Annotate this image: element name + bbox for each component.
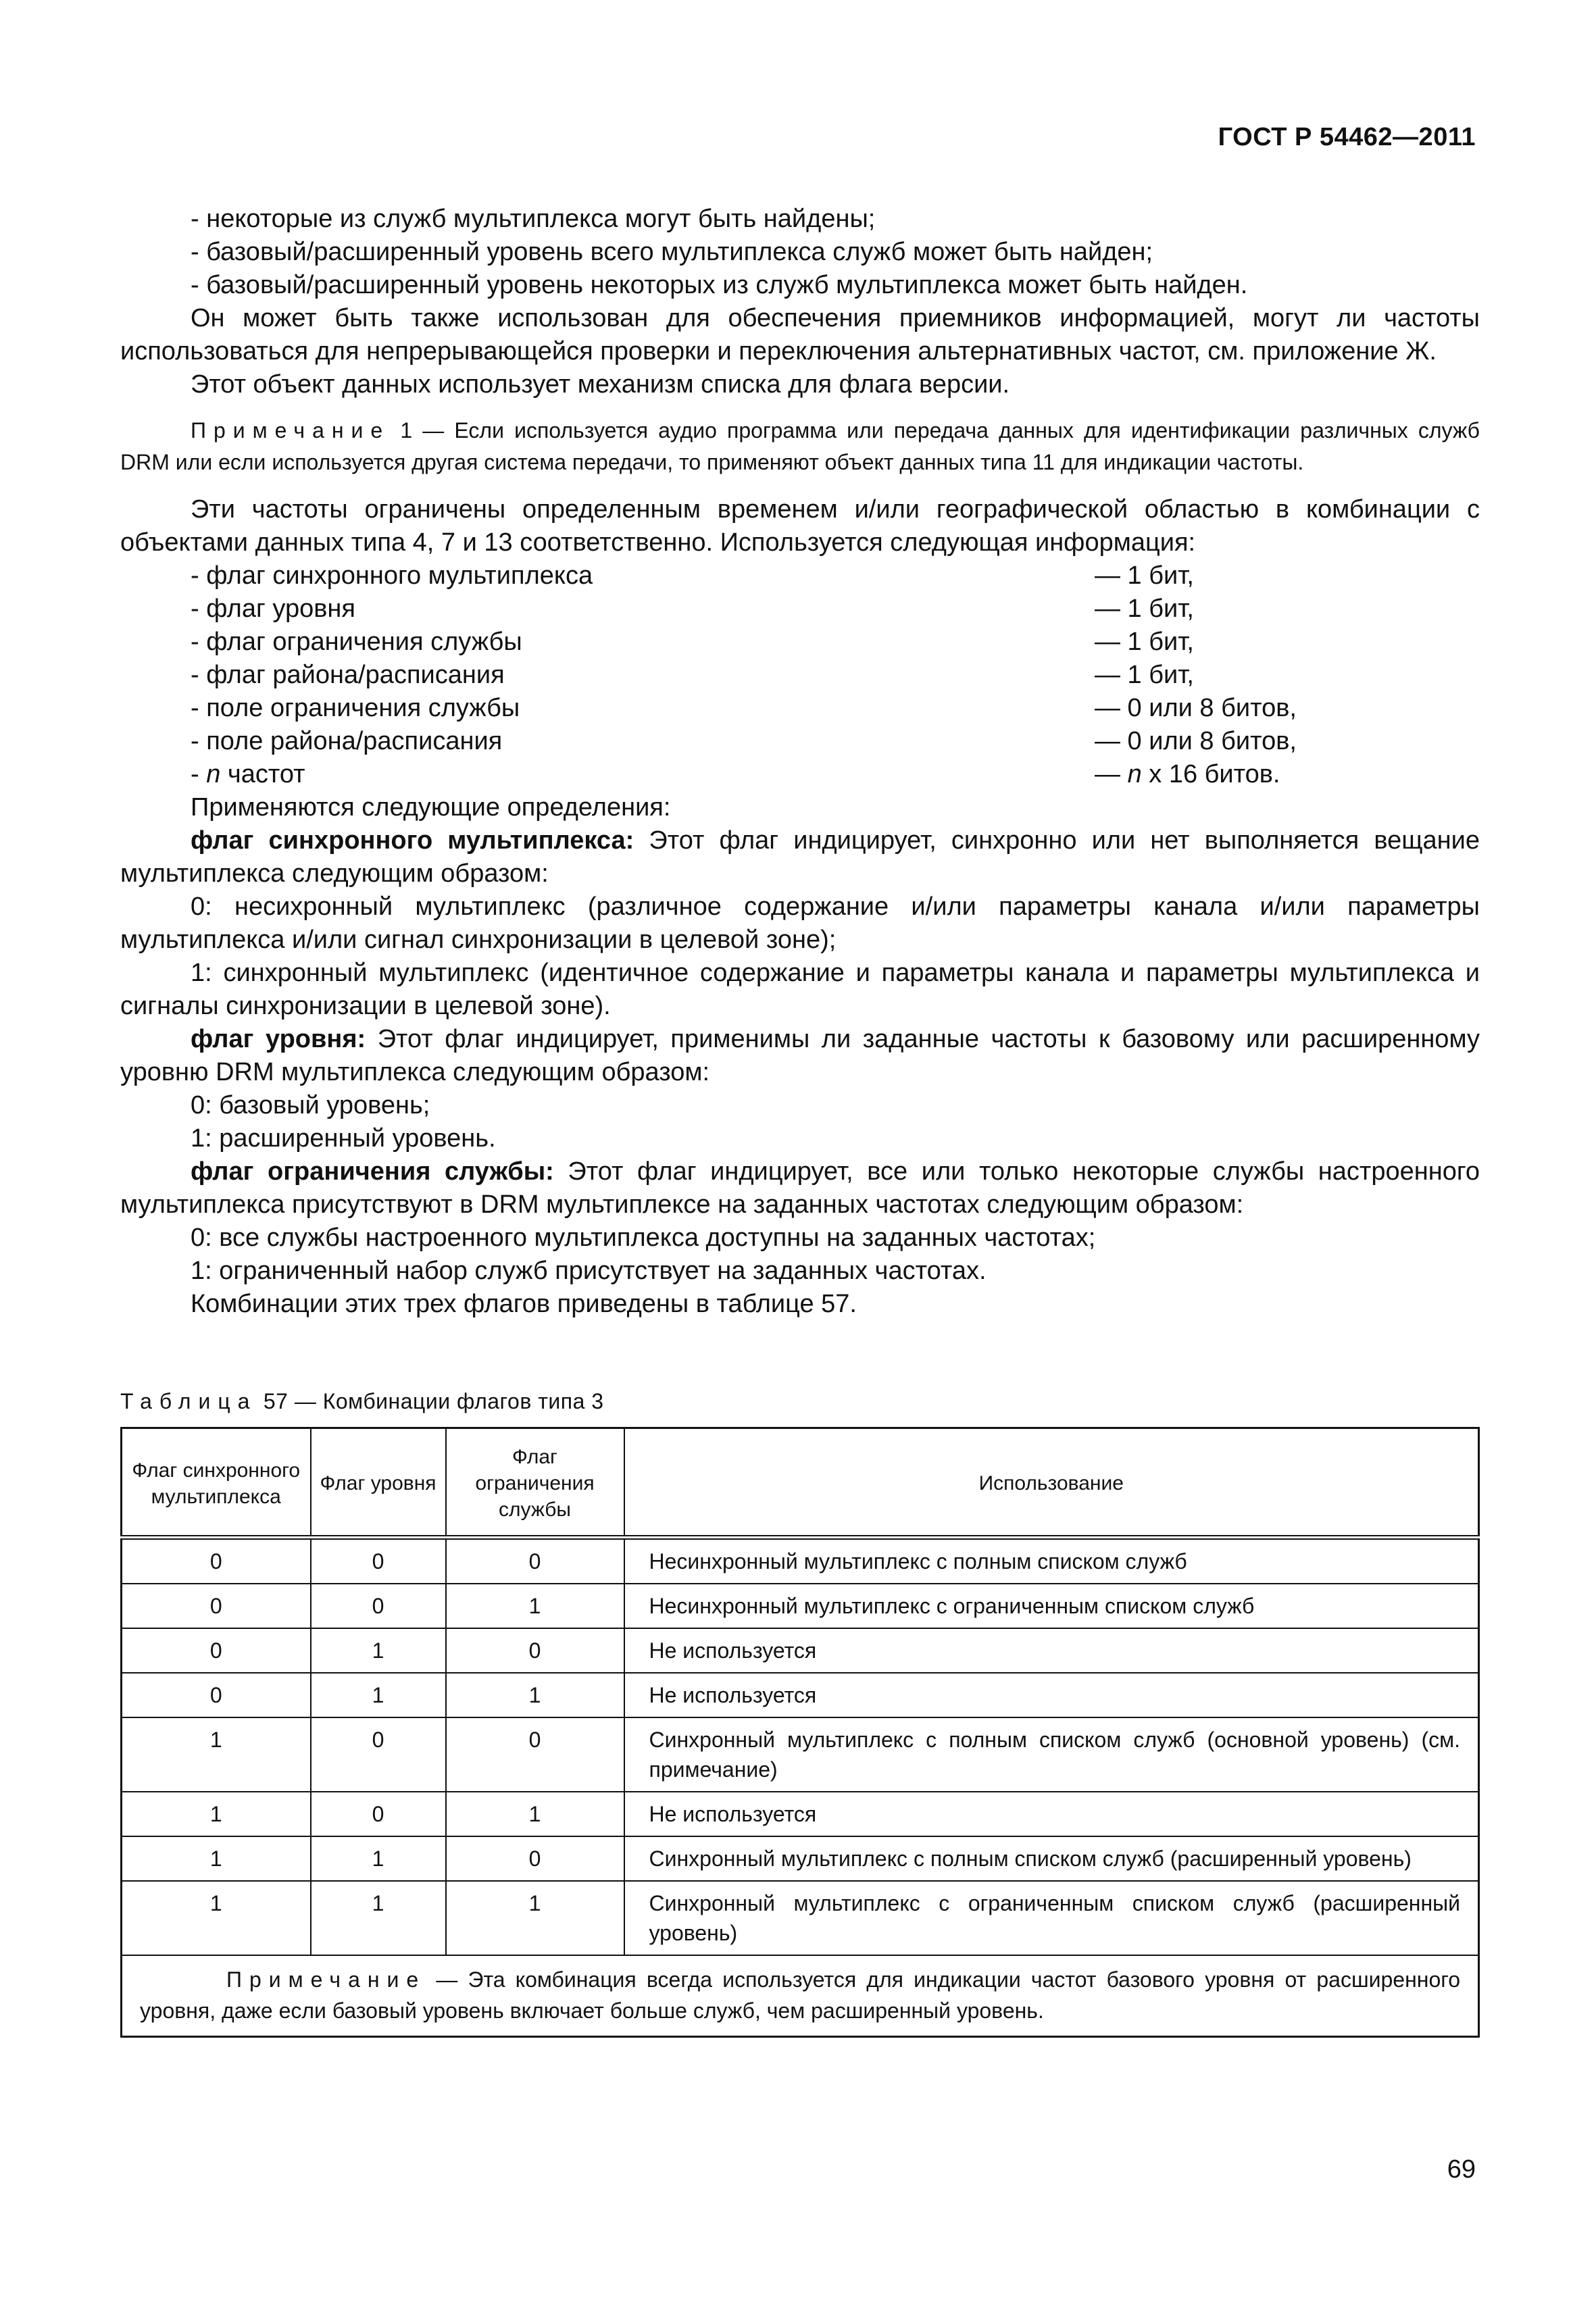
table-cell: 0 (446, 1717, 624, 1792)
table-cell: Несинхронный мультиплекс с полным списком служб (624, 1538, 1479, 1584)
table-cell: 1 (311, 1673, 446, 1717)
paragraph: Этот объект данных использует механизм списка для флага версии. (191, 370, 1010, 399)
note-text: — Эта комбинация всегда используется для индикации частот базового уровня от расширенного уровня, даже если базовый уровень включает больше служб, чем расширенный уровень. (140, 1967, 1460, 2023)
field-row (120, 593, 1480, 626)
column-header: Флаг синхронного мультиплекса (122, 1428, 311, 1538)
field-size: — 1 бит, (1095, 595, 1194, 623)
field-row (120, 725, 1480, 758)
table-row (122, 1792, 1479, 1836)
table-cell: Не используется (624, 1673, 1479, 1717)
table-row (122, 1673, 1479, 1717)
table-cell: 1 (446, 1881, 624, 1955)
note-1 (120, 415, 1480, 478)
note-label: Примечание (226, 1967, 426, 1992)
table-cell: 1 (311, 1836, 446, 1881)
field-size: — 1 бит, (1095, 661, 1194, 689)
table-cell: 0 (122, 1584, 311, 1628)
table-note (122, 1955, 1479, 2037)
table-cell: 1 (446, 1584, 624, 1628)
definition-value: 1: ограниченный набор служб присутствует на заданных частотах. (191, 1257, 987, 1285)
table-cell: 0 (122, 1538, 311, 1584)
paragraph: Он может быть также использован для обеспечения приемников информацией, могут ли частоты использоваться для непрерывающейся проверки и переключения альтернативных частот, см. приложение Ж. (120, 304, 1480, 366)
table-cell: 1 (122, 1836, 311, 1881)
document-id: ГОСТ Р 54462—2011 (1218, 123, 1476, 151)
column-header: Использование (624, 1428, 1479, 1538)
definition-value: 0: несихронный мультиплекс (различное содержание и/или параметры канала и/или параметры мультиплекса и/или сигнал синхронизации в целевой зоне); (120, 892, 1480, 954)
table-cell: 0 (122, 1673, 311, 1717)
paragraph: Эти частоты ограничены определенным временем и/или географической областью в комбинации с объектами данных типа 4, 7 и 13 соответственно. Используется следующая информация: (120, 495, 1480, 557)
definition-sync-flag: флаг синхронного мультиплекса: Этот флаг индицирует, синхронно или нет выполняется вещание мультиплекса следующим образом: (120, 826, 1480, 888)
flags-table (120, 1427, 1480, 2038)
table-cell: 0 (446, 1628, 624, 1673)
page-number: 69 (1447, 2155, 1476, 2184)
field-name: - флаг уровня (191, 595, 355, 623)
table-cell: Не используется (624, 1628, 1479, 1673)
intro-list-item: - базовый/расширенный уровень всего мультиплекса служб может быть найден; (191, 238, 1153, 266)
table-cell: 1 (311, 1881, 446, 1955)
table-cell: 0 (446, 1538, 624, 1584)
column-header: Флаг уровня (311, 1428, 446, 1538)
table-note-row (122, 1955, 1479, 2037)
paragraph: Комбинации этих трех флагов приведены в таблице 57. (191, 1290, 857, 1318)
table-header-row (122, 1428, 1479, 1538)
field-row (120, 626, 1480, 659)
table-cell: 1 (122, 1717, 311, 1792)
note-label: Примечание (191, 418, 391, 443)
table-cell: Синхронный мультиплекс с полным списком служб (расширенный уровень) (624, 1836, 1479, 1881)
table-cell: 0 (311, 1792, 446, 1836)
field-row (120, 659, 1480, 692)
field-name: - поле района/расписания (191, 727, 503, 755)
field-size: — n х 16 битов. (1095, 760, 1280, 788)
field-row (120, 692, 1480, 725)
intro-list-item: - базовый/расширенный уровень некоторых из служб мультиплекса может быть найден. (191, 271, 1248, 299)
caption-text: 57 — Комбинации флагов типа 3 (257, 1389, 604, 1413)
table-cell: Синхронный мультиплекс с ограниченным списком служб (расширенный уровень) (624, 1881, 1479, 1955)
definition-value: 1: расширенный уровень. (191, 1124, 496, 1153)
field-name: - флаг ограничения службы (191, 628, 522, 656)
note-text: 1 — Если используется аудио программа или передача данных для идентификации различных служб DRM или если используется другая система передачи, то применяют объект данных типа 11 для индикации частоты. (120, 418, 1480, 474)
caption-label: Таблица (120, 1389, 257, 1413)
table-cell: 1 (122, 1881, 311, 1955)
table-cell: 1 (446, 1792, 624, 1836)
field-name: - флаг синхронного мультиплекса (191, 561, 593, 590)
table-cell: 0 (311, 1538, 446, 1584)
field-size: — 1 бит, (1095, 628, 1194, 656)
definition-value: 0: базовый уровень; (191, 1091, 430, 1120)
definition-value: 0: все службы настроенного мультиплекса доступны на заданных частотах; (191, 1224, 1096, 1252)
table-cell: Не используется (624, 1792, 1479, 1836)
field-name: - флаг района/расписания (191, 661, 505, 689)
field-size: — 0 или 8 битов, (1095, 727, 1297, 755)
field-size: — 0 или 8 битов, (1095, 694, 1297, 722)
field-row (120, 758, 1480, 791)
column-header: Флаг ограничения службы (446, 1428, 624, 1538)
table-cell: Несинхронный мультиплекс с ограниченным списком служб (624, 1584, 1479, 1628)
field-name: - n частот (191, 760, 305, 788)
table-row (122, 1538, 1479, 1584)
table-row (122, 1584, 1479, 1628)
table-row (122, 1717, 1479, 1792)
table-cell: Синхронный мультиплекс с полным списком служб (основной уровень) (см. примечание) (624, 1717, 1479, 1792)
table-row (122, 1836, 1479, 1881)
definition-term: флаг синхронного мультиплекса: (191, 826, 634, 855)
body-text (120, 203, 1480, 1321)
definition-term: флаг ограничения службы: (191, 1157, 554, 1186)
paragraph: Применяются следующие определения: (191, 793, 671, 822)
table-cell: 0 (311, 1584, 446, 1628)
table-cell: 0 (446, 1836, 624, 1881)
table-cell: 1 (122, 1792, 311, 1836)
field-name: - поле ограничения службы (191, 694, 520, 722)
table-cell: 1 (311, 1628, 446, 1673)
table-cell: 0 (122, 1628, 311, 1673)
field-row (120, 559, 1480, 593)
table-cell: 1 (446, 1673, 624, 1717)
table-row (122, 1881, 1479, 1955)
table-cell: 0 (311, 1717, 446, 1792)
field-size: — 1 бит, (1095, 561, 1194, 590)
table-row (122, 1628, 1479, 1673)
definition-value: 1: синхронный мультиплекс (идентичное содержание и параметры канала и параметры мультиплекса и сигналы синхронизации в целевой зоне). (120, 959, 1480, 1020)
intro-list-item: - некоторые из служб мультиплекса могут быть найдены; (191, 205, 876, 233)
definition-term: флаг уровня: (191, 1025, 366, 1053)
definition-level-flag: флаг уровня: Этот флаг индицирует, применимы ли заданные частоты к базовому или расширенному уровню DRM мультиплекса следующим образом: (120, 1025, 1480, 1086)
definition-restrict-flag: флаг ограничения службы: Этот флаг индицирует, все или только некоторые службы настроенного мультиплекса присутствуют в DRM мультиплексе на заданных частотах следующим образом: (120, 1157, 1480, 1219)
table-caption (120, 1389, 604, 1414)
